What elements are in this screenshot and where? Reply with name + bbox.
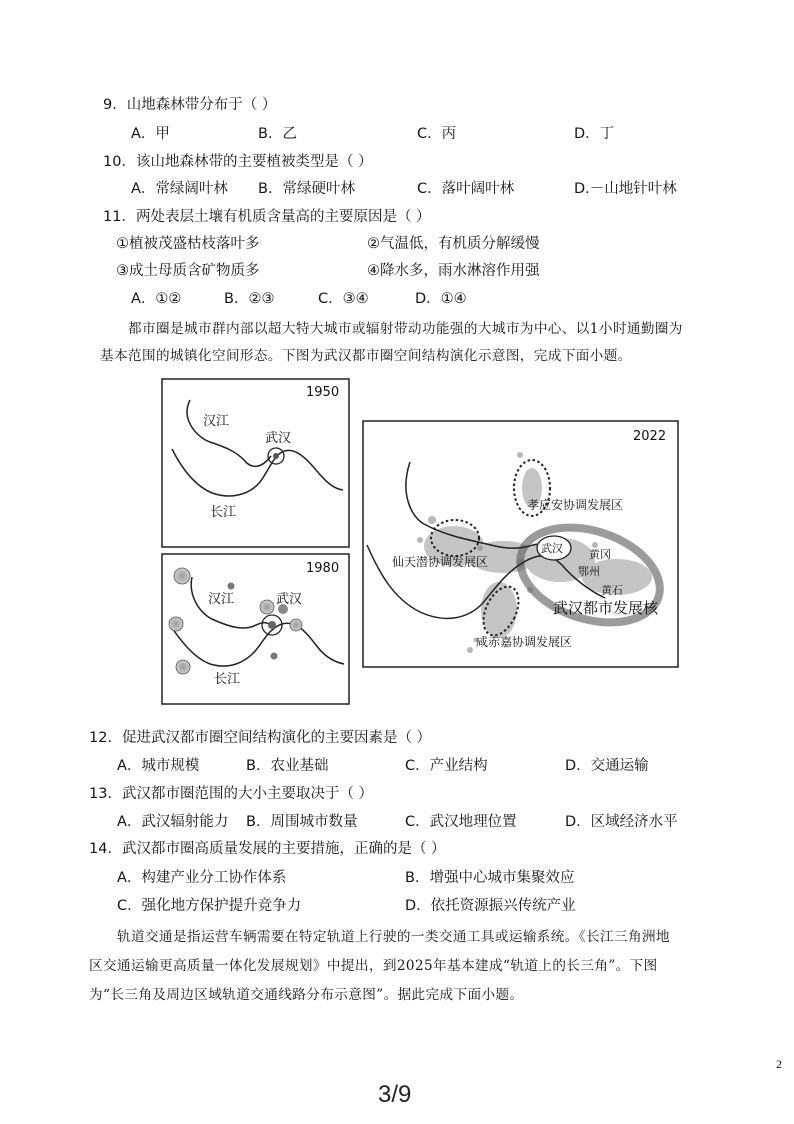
river-changjiang-1950 bbox=[172, 449, 343, 496]
intro-paragraph-2-line-1: 轨道交通是指运营车辆需要在特定轨道上行驶的一类交通工具或运输系统。《长江三角洲地 bbox=[117, 929, 670, 945]
label-xiantian-zone: 仙天潜协调发展区 bbox=[392, 555, 489, 569]
question-9-option-a: A．甲 bbox=[131, 126, 170, 142]
question-12-option-a: A．城市规模 bbox=[117, 758, 200, 774]
question-11-option-c: C．③④ bbox=[318, 291, 369, 307]
question-10-option-d: D.－山地针叶林 bbox=[574, 181, 677, 197]
question-11-statement-4: ④降水多，雨水淋溶作用强 bbox=[367, 263, 540, 279]
label-changjiang-1980: 长江 bbox=[214, 672, 241, 687]
question-14-option-a: A．构建产业分工协作体系 bbox=[117, 870, 287, 886]
question-12-option-c: C．产业结构 bbox=[405, 758, 488, 774]
label-huangshi: 黄石 bbox=[601, 584, 623, 597]
label-year-1950: 1950 bbox=[306, 385, 340, 400]
map-panel-2022 bbox=[363, 421, 678, 667]
intro-paragraph-2-line-3: 为“长三角及周边区域轨道交通线路分布示意图”。据此完成下面小题。 bbox=[89, 987, 524, 1003]
question-14-option-c: C．强化地方保护提升竞争力 bbox=[117, 898, 302, 914]
question-12-stem: 12．促进武汉都市圈空间结构演化的主要因素是（ ） bbox=[89, 730, 432, 746]
label-ezhou: 鄂州 bbox=[578, 565, 600, 578]
satellite-city bbox=[290, 619, 302, 631]
label-changjiang-1950: 长江 bbox=[210, 505, 237, 520]
question-9-option-b: B．乙 bbox=[258, 126, 297, 142]
intro-paragraph-1-line-2: 基本范围的城镇化空间形态。下图为武汉都市圈空间结构演化示意图，完成下面小题。 bbox=[100, 348, 632, 364]
question-13-option-d: D．区域经济水平 bbox=[565, 814, 678, 830]
question-9-stem: 9．山地森林带分布于（ ） bbox=[103, 97, 277, 113]
question-14-option-b: B．增强中心城市集聚效应 bbox=[405, 870, 575, 886]
intro-paragraph-2-line-2: 区交通运输更高质量一体化发展规划》中提出，到2025年基本建成“轨道上的长三角”。下图 bbox=[89, 958, 658, 974]
satellite-city bbox=[169, 617, 183, 631]
question-10-option-c: C．落叶阔叶林 bbox=[417, 181, 515, 197]
question-11-statement-3: ③成土母质含矿物质多 bbox=[116, 263, 260, 279]
label-hanjiang-1950: 汉江 bbox=[203, 414, 230, 429]
label-huanggang: 黄冈 bbox=[589, 548, 611, 561]
satellite-city bbox=[176, 660, 190, 674]
label-xiaogan-zone: 孝应安协调发展区 bbox=[527, 498, 624, 512]
question-10-option-a: A．常绿阔叶林 bbox=[131, 181, 228, 197]
label-hanjiang-1980: 汉江 bbox=[208, 592, 235, 607]
satellite-city bbox=[271, 653, 278, 660]
satellite-city bbox=[228, 583, 235, 590]
label-wuhan-1950: 武汉 bbox=[265, 431, 292, 446]
page-number: 2 bbox=[776, 1057, 782, 1071]
question-12-option-b: B．农业基础 bbox=[246, 758, 329, 774]
question-10-stem: 10．该山地森林带的主要植被类型是（ ） bbox=[103, 154, 373, 170]
question-12-option-d: D．交通运输 bbox=[565, 758, 649, 774]
map-panel-1980 bbox=[162, 554, 349, 704]
question-9-option-d: D．丁 bbox=[574, 126, 615, 142]
question-14-stem: 14．武汉都市圈高质量发展的主要措施，正确的是（ ） bbox=[89, 841, 446, 857]
question-11-statement-1: ①植被茂盛枯枝落叶多 bbox=[116, 236, 260, 252]
label-wuhan-2022: 武汉 bbox=[541, 542, 563, 555]
question-13-option-c: C．武汉地理位置 bbox=[405, 814, 517, 830]
question-13-stem: 13．武汉都市圈范围的大小主要取决于（ ） bbox=[89, 786, 374, 802]
question-10-option-b: B．常绿硬叶林 bbox=[258, 181, 355, 197]
label-xianchi-zone: 咸赤嘉协调发展区 bbox=[476, 635, 573, 649]
question-13-option-b: B．周围城市数量 bbox=[246, 814, 358, 830]
satellite-city bbox=[260, 600, 274, 614]
label-wuhan-1980: 武汉 bbox=[276, 592, 303, 607]
question-11-stem: 11．两处表层土壤有机质含量高的主要原因是（ ） bbox=[103, 209, 431, 225]
question-11-option-b: B．②③ bbox=[224, 291, 275, 307]
label-year-2022: 2022 bbox=[633, 429, 667, 444]
pdf-page-indicator: 3/9 bbox=[378, 1081, 412, 1108]
map-panel-1950 bbox=[162, 379, 349, 547]
satellite-city bbox=[174, 568, 190, 584]
question-9-option-c: C．丙 bbox=[417, 126, 457, 142]
question-14-option-d: D．依托资源振兴传统产业 bbox=[405, 898, 576, 914]
label-year-1980: 1980 bbox=[306, 561, 340, 576]
river-hanjiang-1950 bbox=[187, 400, 271, 466]
question-13-option-a: A．武汉辐射能力 bbox=[117, 814, 229, 830]
question-11-option-a: A．①② bbox=[131, 291, 182, 307]
intro-paragraph-1-line-1: 都市圈是城市群内部以超大特大城市或辐射带动功能强的大城市为中心、以1小时通勤圈为 bbox=[128, 321, 683, 337]
label-development-core: 武汉都市发展核 bbox=[553, 599, 659, 617]
question-11-option-d: D．①④ bbox=[415, 291, 467, 307]
river-changjiang-1980 bbox=[172, 623, 344, 666]
question-11-statement-2: ②气温低，有机质分解缓慢 bbox=[367, 236, 540, 252]
